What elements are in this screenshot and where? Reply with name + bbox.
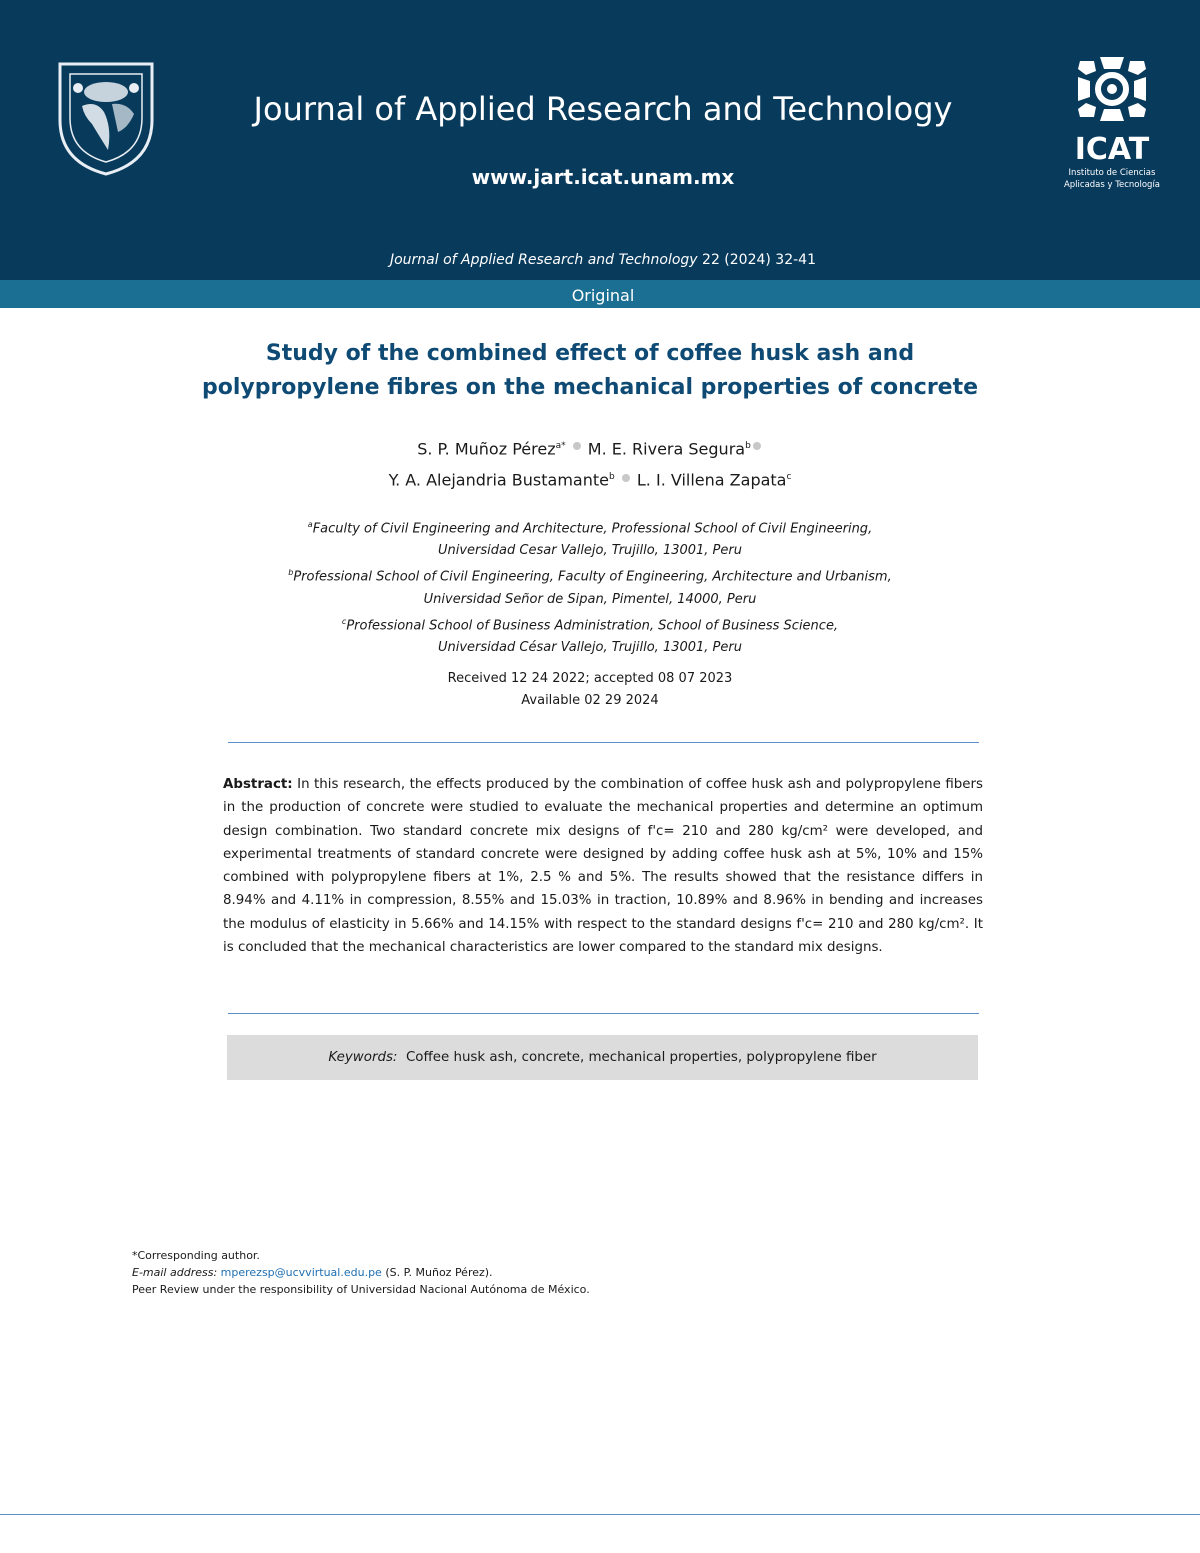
email-owner: (S. P. Muñoz Pérez).: [381, 1266, 493, 1279]
email-label: E-mail address:: [132, 1266, 218, 1279]
affiliation-line: Faculty of Civil Engineering and Architecture, Professional School of Civil Engineering,: [312, 521, 873, 537]
affiliation-sup: b: [288, 568, 294, 578]
citation-line: [0, 252, 1200, 268]
affiliation-line: Universidad Señor de Sipan, Pimentel, 14000, Peru: [423, 591, 757, 607]
keywords-label: Keywords:: [328, 1050, 398, 1065]
citation-volume: 22 (2024) 32-41: [697, 252, 816, 268]
article-type-label: Original: [571, 286, 635, 305]
corresponding-author-note: *Corresponding author.: [132, 1249, 260, 1262]
paper-title-line2: polypropylene fibres on the mechanical properties of concrete: [201, 375, 979, 400]
orcid-icon[interactable]: [753, 442, 761, 450]
affiliation-line: Professional School of Business Administration, School of Business Science,: [346, 617, 839, 633]
keywords-text: Coffee husk ash, concrete, mechanical properties, polypropylene fiber: [405, 1050, 877, 1065]
footnotes: [132, 1247, 832, 1298]
affiliation-sup: a: [307, 520, 313, 529]
affiliation-line: Universidad César Vallejo, Trujillo, 13001, Peru: [438, 639, 742, 655]
email-link[interactable]: mperezsp@ucvvirtual.edu.pe: [220, 1266, 382, 1279]
journal-url-link[interactable]: www.jart.icat.unam.mx: [471, 165, 735, 189]
affiliation-sup: c: [341, 616, 347, 626]
email-line: [132, 1264, 832, 1281]
author-name: Y. A. Alejandria Bustamante: [388, 470, 609, 490]
page-bottom-divider: [0, 1514, 1200, 1515]
abstract-label: Abstract:: [223, 777, 293, 792]
abstract-text: In this research, the effects produced by the combination of coffee husk ash and polypropylene fibers in the production of concrete were studied to evaluate the mechanical properties and determine an optimum design combination. Two standard concrete mix designs of f'c= 210 and 280 kg/cm² were developed, and experimental treatments of standard concrete were designed by adding coffee husk ash at 5%, 10% and 15% combined with polypropylene fibers at 1%, 2.5 % and 5%. The results showed that the resistance differs in 8.94% and 4.11% in compression, 8.55% and 15.03% in traction, 10.89% and 8.96% in bending and increases the modulus of elasticity in 5.66% and 14.15% with respect to the standard designs f'c= 210 and 280 kg/cm². It is concluded that the mechanical characteristics are lower compared to the standard mix designs.: [223, 777, 983, 956]
author-name: S. P. Muñoz Pérez: [417, 439, 556, 459]
icat-acronym: ICAT: [1074, 132, 1150, 167]
orcid-icon[interactable]: [622, 474, 630, 482]
author-sup: c: [786, 472, 792, 483]
author-sup: b: [608, 472, 615, 483]
icat-logo-icon: [1062, 55, 1162, 195]
abstract: [223, 773, 983, 959]
article-dates: [150, 668, 1030, 712]
received-date: Received 12 24 2022; accepted 08 07 2023: [447, 671, 733, 686]
icat-line2: Aplicadas y Tecnología: [1063, 180, 1161, 190]
abstract-bottom-divider: [228, 1013, 979, 1014]
author-list: [150, 432, 1030, 495]
author-name: L. I. Villena Zapata: [636, 470, 787, 490]
author-name: M. E. Rivera Segura: [587, 439, 746, 459]
citation-journal: Journal of Applied Research and Technology: [389, 252, 698, 268]
affiliation-list: [150, 514, 1030, 659]
keywords-box: [227, 1035, 978, 1080]
available-date: Available 02 29 2024: [521, 693, 659, 708]
author-sup: b: [745, 441, 751, 451]
paper-title: [150, 337, 1030, 405]
journal-header: [0, 0, 1200, 280]
paper-title-line1: Study of the combined effect of coffee husk ash and: [265, 341, 915, 366]
affiliation-line: Professional School of Civil Engineering, Faculty of Engineering, Architecture and Urbanism,: [293, 569, 892, 585]
peer-review-note: Peer Review under the responsibility of Universidad Nacional Autónoma de México.: [132, 1283, 590, 1296]
orcid-icon[interactable]: [573, 442, 581, 450]
journal-title: Journal of Applied Research and Technology: [253, 90, 953, 128]
affiliation-line: Universidad Cesar Vallejo, Trujillo, 13001, Peru: [438, 543, 742, 559]
abstract-top-divider: [228, 742, 979, 743]
icat-line1: Instituto de Ciencias: [1068, 168, 1156, 178]
author-sup: a*: [555, 441, 566, 451]
